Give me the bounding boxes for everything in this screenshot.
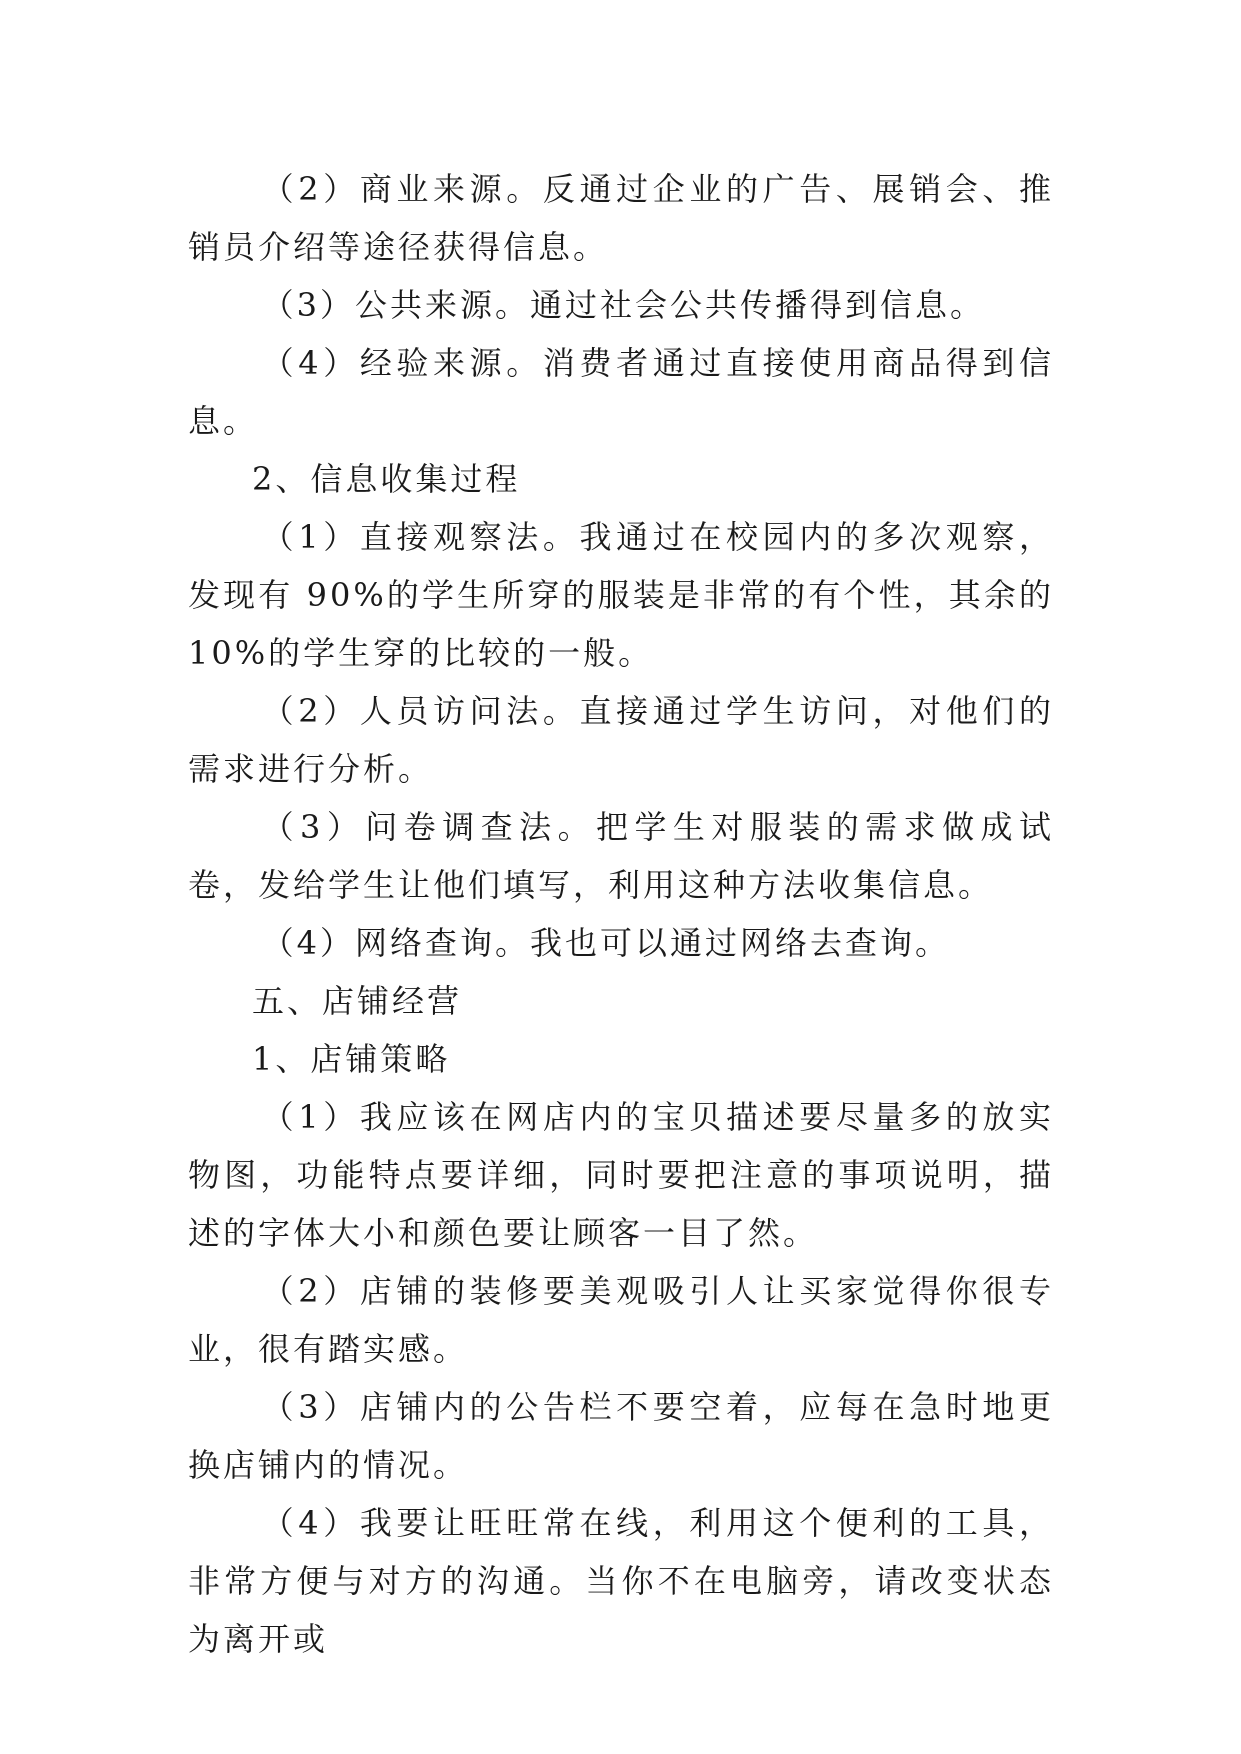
paragraph-store-decoration: （2）店铺的装修要美观吸引人让买家觉得你很专业，很有踏实感。 (188, 1272, 1054, 1368)
document-body (188, 160, 1054, 1668)
paragraph-public-source: （3）公共来源。通过社会公共传播得到信息。 (261, 286, 985, 324)
paragraph-direct-observation: （1）直接观察法。我通过在校园内的多次观察，发现有 90%的学生所穿的服装是非常的有个性，其余的 10%的学生穿的比较的一般。 (188, 518, 1054, 672)
paragraph-wangwang-online: （4）我要让旺旺常在线，利用这个便利的工具，非常方便与对方的沟通。当你不在电脑旁，请改变状态为离开或 (188, 1504, 1054, 1658)
paragraph-experience-source: （4）经验来源。消费者通过直接使用商品得到信息。 (188, 344, 1054, 440)
heading-info-collection-process: 2、信息收集过程 (252, 460, 521, 498)
heading-store-strategy: 1、店铺策略 (252, 1040, 451, 1078)
heading-store-operation: 五、店铺经营 (252, 982, 463, 1020)
paragraph-questionnaire-method: （3）问卷调查法。把学生对服装的需求做成试卷，发给学生让他们填写，利用这种方法收集信息。 (188, 808, 1054, 904)
paragraph-interview-method: （2）人员访问法。直接通过学生访问，对他们的需求进行分析。 (188, 692, 1054, 788)
paragraph-commercial-source: （2）商业来源。反通过企业的广告、展销会、推销员介绍等途径获得信息。 (188, 170, 1054, 266)
paragraph-product-description: （1）我应该在网店内的宝贝描述要尽量多的放实物图，功能特点要详细，同时要把注意的事项说明，描述的字体大小和颜色要让顾客一目了然。 (188, 1098, 1054, 1252)
paragraph-online-query: （4）网络查询。我也可以通过网络去查询。 (261, 924, 950, 962)
paragraph-bulletin-board: （3）店铺内的公告栏不要空着，应每在急时地更换店铺内的情况。 (188, 1388, 1054, 1484)
